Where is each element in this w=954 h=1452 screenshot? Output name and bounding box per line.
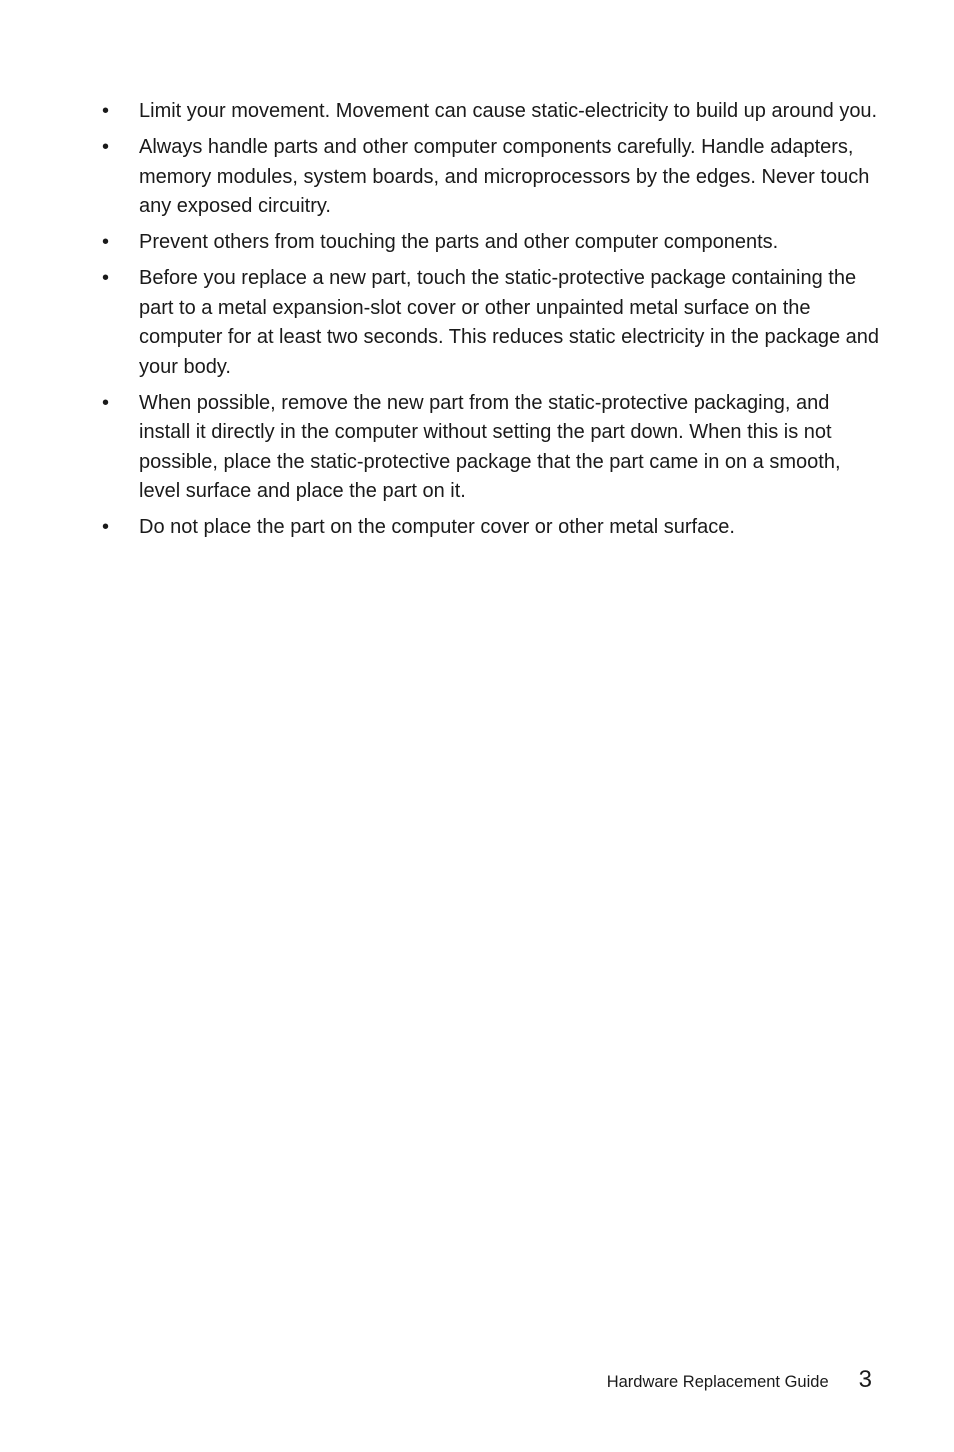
list-item <box>102 389 882 507</box>
list-item <box>102 133 882 222</box>
page-footer <box>607 1366 872 1394</box>
bullet-icon: • <box>102 231 110 253</box>
list-item-text: Before you replace a new part, touch the static-protective package containing the part to a metal expansion-slot cover or other unpainted metal surface on the computer for at least two seconds. This reduces static electricity in the package and your body. <box>139 267 879 378</box>
list-item-text: Always handle parts and other computer components carefully. Handle adapters, memory modules, system boards, and microprocessors by the edges. Never touch any exposed circuitry. <box>139 136 870 217</box>
footer-title: Hardware Replacement Guide <box>606 1373 829 1391</box>
list-item <box>102 264 882 382</box>
bullet-icon: • <box>102 391 110 414</box>
bullet-icon: • <box>102 516 110 538</box>
bullet-icon: • <box>102 100 110 122</box>
bullet-icon: • <box>102 136 110 158</box>
list-item-text: When possible, remove the new part from the static-protective packaging, and install it directly in the computer without setting the part down. When this is not possible, place the static-protective package that the part came in on a smooth, level surface and place the part on it. <box>139 391 841 502</box>
bullet-icon: • <box>102 267 110 289</box>
list-item-text: Limit your movement. Movement can cause static-electricity to build up around you. <box>139 100 878 122</box>
list-item <box>102 513 882 543</box>
page-number: 3 <box>858 1366 872 1393</box>
list-item-text: Prevent others from touching the parts and other computer components. <box>139 231 779 253</box>
list-item <box>102 228 882 258</box>
precautions-list <box>102 97 882 549</box>
list-item-text: Do not place the part on the computer cover or other metal surface. <box>139 516 735 538</box>
list-item <box>102 97 882 127</box>
